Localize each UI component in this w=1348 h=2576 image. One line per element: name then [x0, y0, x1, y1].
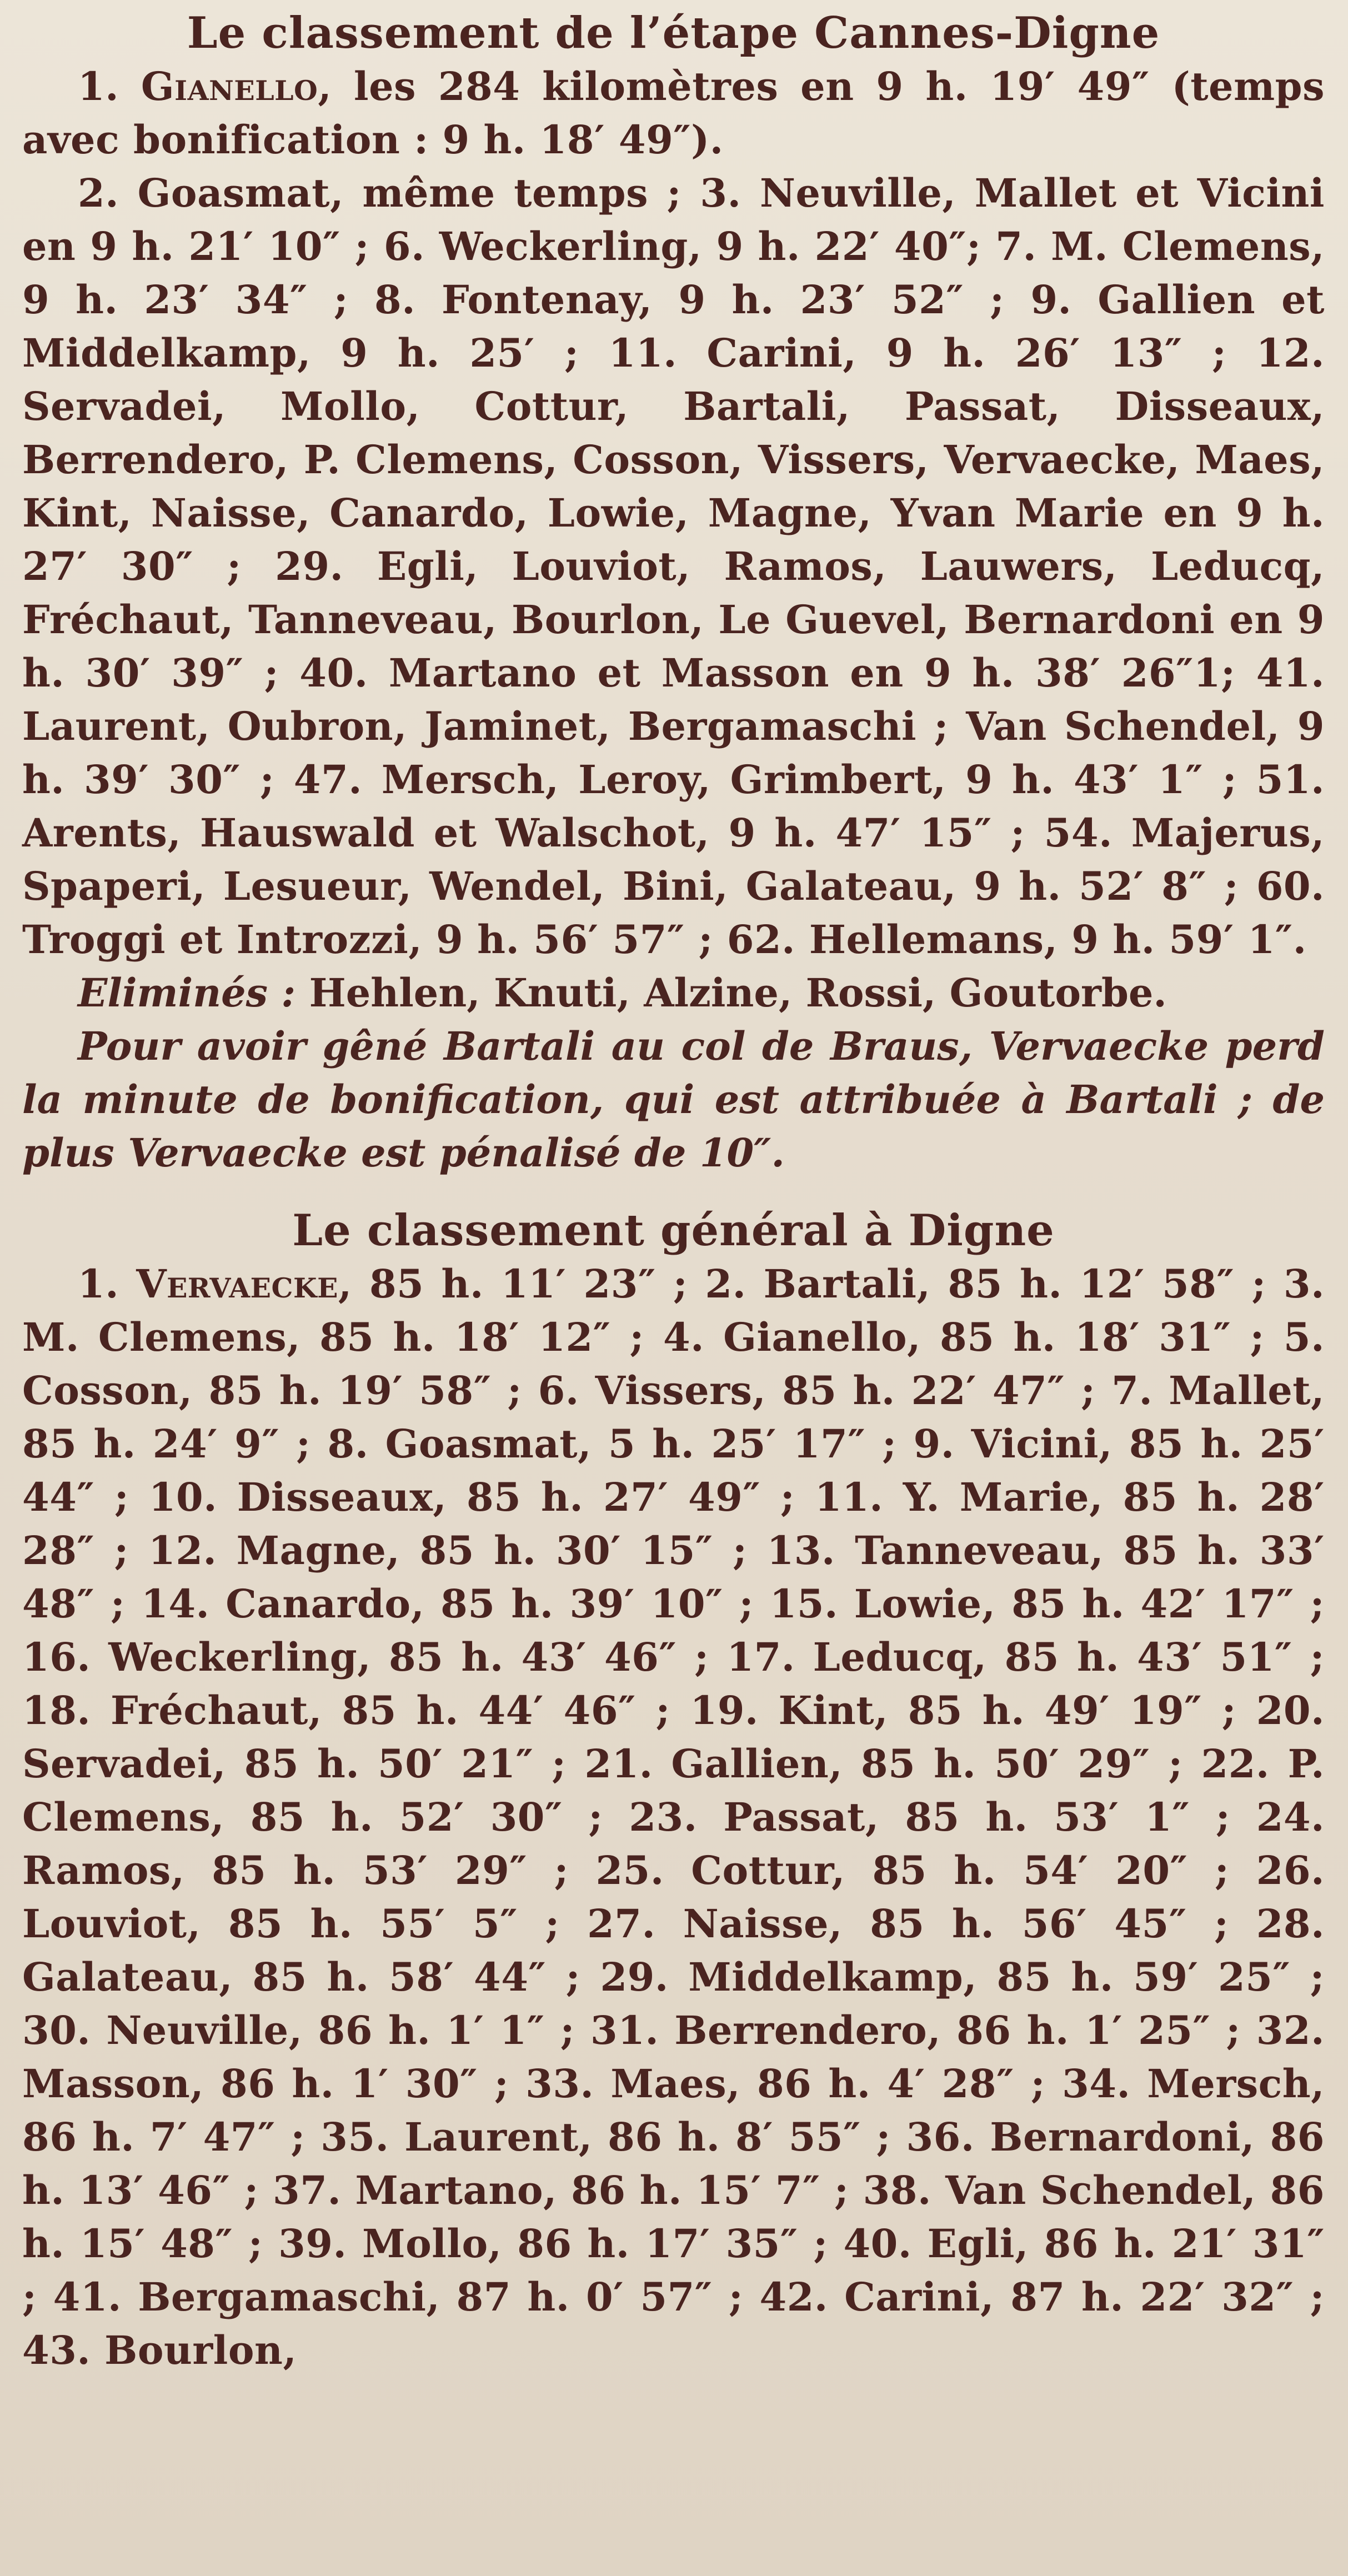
eliminated-label: Eliminés : [78, 970, 296, 1016]
eliminated-names: Hehlen, Knuti, Alzine, Rossi, Goutorbe. [295, 970, 1167, 1016]
stage-winner-paragraph [22, 60, 1325, 167]
general-results-text: , 85 h. 11′ 23″ ; 2. Bartali, 85 h. 12′ 58″ ; 3. M. Clemens, 85 h. 18′ 12″ ; 4. Gianello, 85 h. 18′ 31″ ; 5. Cosson, 85 h. 19′ 58″ ; 6. Vissers, 85 h. 22′ 47″ ; 7. Mallet, 85 h. 24′ 9″ ; 8. Goasmat, 5 h. 25′ 17″ ; 9. Vicini, 85 h. 25′ 44″ ; 10. Disseaux, 85 h. 27′ 49″ ; 11. Y. Marie, 85 h. 28′ 28″ ; 12. Magne, 85 h. 30′ 15″ ; 13. Tanneveau, 85 h. 33′ 48″ ; 14. Canardo, 85 h. 39′ 10″ ; 15. Lowie, 85 h. 42′ 17″ ; 16. Weckerling, 85 h. 43′ 46″ ; 17. Leducq, 85 h. 43′ 51″ ; 18. Fréchaut, 85 h. 44′ 46″ ; 19. Kint, 85 h. 49′ 19″ ; 20. Servadei, 85 h. 50′ 21″ ; 21. Gallien, 85 h. 50′ 29″ ; 22. P. Clemens, 85 h. 52′ 30″ ; 23. Passat, 85 h. 53′ 1″ ; 24. Ramos, 85 h. 53′ 29″ ; 25. Cottur, 85 h. 54′ 20″ ; 26. Louviot, 85 h. 55′ 5″ ; 27. Naisse, 85 h. 56′ 45″ ; 28. Galateau, 85 h. 58′ 44″ ; 29. Middelkamp, 85 h. 59′ 25″ ; 30. Neuville, 86 h. 1′ 1″ ; 31. Berrendero, 86 h. 1′ 25″ ; 32. Masson, 86 h. 1′ 30″ ; 33. Maes, 86 h. 4′ 28″ ; 34. Mersch, 86 h. 7′ 47″ ; 35. Laurent, 86 h. 8′ 55″ ; 36. Bernardoni, 86 h. 13′ 46″ ; 37. Martano, 86 h. 15′ 7″ ; 38. Van Schendel, 86 h. 15′ 48″ ; 39. Mollo, 86 h. 17′ 35″ ; 40. Egli, 86 h. 21′ 31″ ; 41. Bergamaschi, 87 h. 0′ 57″ ; 42. Carini, 87 h. 22′ 32″ ; 43. Bourlon, [22, 1261, 1325, 2373]
stage-winner-text: , les 284 kilomètres en 9 h. 19′ 49″ (temps avec bonification : 9 h. 18′ 49″). [22, 63, 1325, 163]
stage-results-paragraph: 2. Goasmat, même temps ; 3. Neuville, Mallet et Vicini en 9 h. 21′ 10″ ; 6. Weckerling, 9 h. 22′ 40″; 7. M. Clemens, 9 h. 23′ 34″ ; 8. Fontenay, 9 h. 23′ 52″ ; 9. Gallien et Middelkamp, 9 h. 25′ ; 11. Carini, 9 h. 26′ 13″ ; 12. Servadei, Mollo, Cottur, Bartali, Passat, Disseaux, Berrendero, P. Clemens, Cosson, Vissers, Vervaecke, Maes, Kint, Naisse, Canardo, Lowie, Magne, Yvan Marie en 9 h. 27′ 30″ ; 29. Egli, Louviot, Ramos, Lauwers, Leducq, Fréchaut, Tanneveau, Bourlon, Le Guevel, Bernardoni en 9 h. 30′ 39″ ; 40. Martano et Masson en 9 h. 38′ 26″1; 41. Laurent, Oubron, Jaminet, Bergamaschi ; Van Schendel, 9 h. 39′ 30″ ; 47. Mersch, Leroy, Grimbert, 9 h. 43′ 1″ ; 51. Arents, Hauswald et Walschot, 9 h. 47′ 15″ ; 54. Majerus, Spaperi, Lesueur, Wendel, Bini, Galateau, 9 h. 52′ 8″ ; 60. Troggi et Introzzi, 9 h. 56′ 57″ ; 62. Hellemans, 9 h. 59′ 1″. [22, 170, 1325, 963]
penalty-note: Pour avoir gêné Bartali au col de Braus, Vervaecke perd la minute de bonification, qui est attribuée à Bartali ; de plus Vervaecke est pénalisé de 10″. [22, 1023, 1325, 1176]
general-classification-title: Le classement général à Digne [292, 1205, 1055, 1256]
general-leader-rank: 1. [78, 1261, 119, 1307]
general-results-paragraph [22, 1257, 1325, 2377]
stage-winner-name: Gianello [141, 63, 318, 109]
stage-winner-rank: 1. [78, 63, 119, 109]
general-leader-name: Vervaecke [136, 1261, 338, 1307]
newspaper-clipping [22, 0, 1325, 2576]
eliminated-paragraph [22, 966, 1325, 1020]
stage-classification-title: Le classement de l’étape Cannes-Digne [187, 8, 1160, 58]
